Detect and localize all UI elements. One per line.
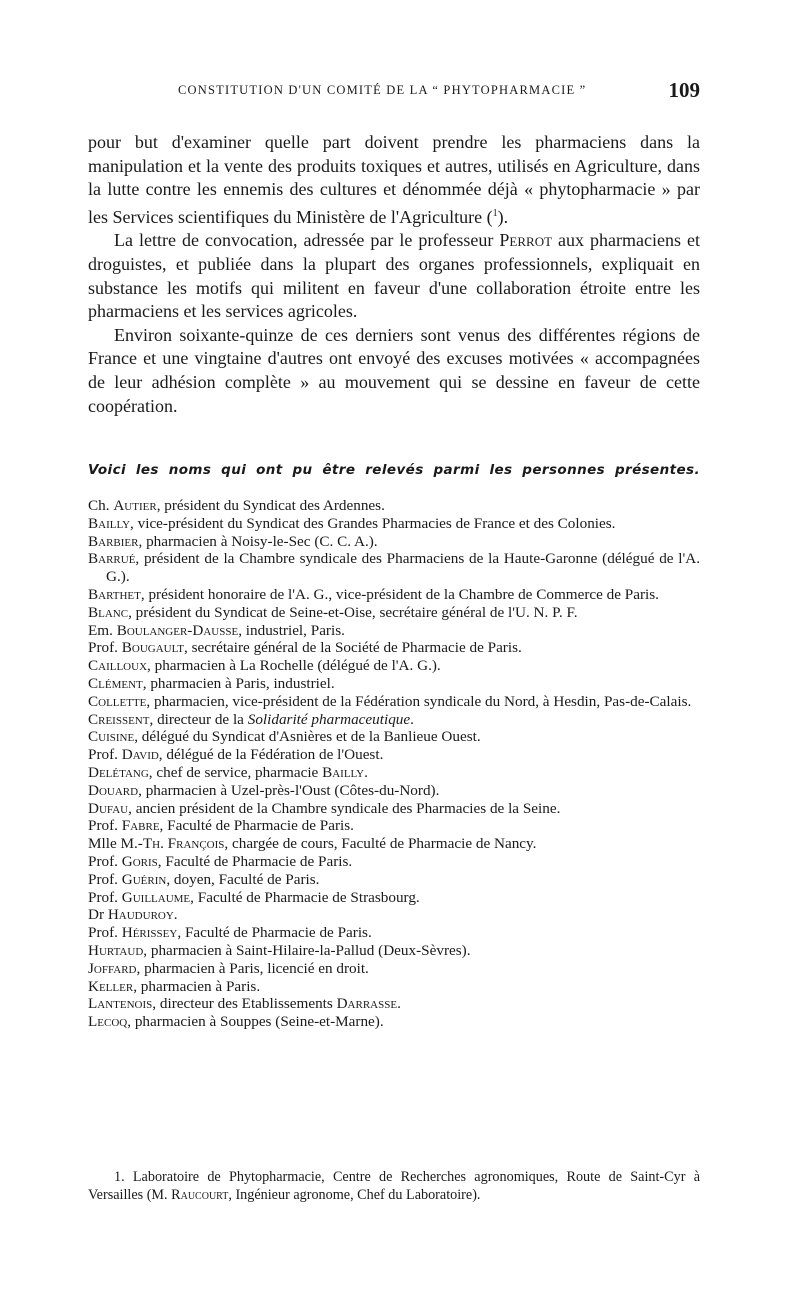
attendee-description: , pharmacien à Paris. bbox=[133, 977, 261, 995]
attendee-entry bbox=[88, 675, 700, 693]
attendee-name: Goris bbox=[121, 852, 158, 870]
attendee-name: Barthet bbox=[88, 585, 141, 603]
page-number: 109 bbox=[668, 78, 700, 102]
attendee-description-end: . bbox=[364, 763, 368, 781]
attendee-description: , secrétaire général de la Société de Pharmacie de Paris. bbox=[184, 639, 522, 657]
attendee-name: Boulanger-Dausse bbox=[116, 621, 239, 639]
attendee-name: Bailly bbox=[88, 514, 131, 532]
attendee-title: Dr bbox=[88, 906, 108, 924]
attendee-name: Autier bbox=[113, 497, 157, 514]
attendee-description: , Faculté de Pharmacie de Paris. bbox=[159, 817, 354, 835]
attendee-name: Guérin bbox=[121, 870, 167, 888]
attendee-entry bbox=[88, 817, 700, 835]
attendee-entry bbox=[88, 871, 700, 889]
attendee-name: Blanc bbox=[88, 603, 129, 621]
attendee-description: , doyen, Faculté de Paris. bbox=[166, 870, 320, 888]
attendee-entry bbox=[88, 978, 700, 996]
attendee-description: , pharmacien à Uzel-près-l'Oust (Côtes-du-Nord). bbox=[138, 781, 440, 799]
attendee-entry bbox=[88, 782, 700, 800]
attendee-description-end: . bbox=[410, 710, 414, 728]
attendee-description: , pharmacien, vice-président de la Fédération syndicale du Nord, à Hesdin, Pas-de-Calais. bbox=[146, 692, 692, 710]
attendee-entry bbox=[88, 550, 700, 586]
attendee-title: Prof. bbox=[88, 746, 122, 764]
attendee-title: Prof. bbox=[88, 817, 122, 835]
attendee-reference-name: Darrasse bbox=[336, 995, 398, 1013]
attendee-entry bbox=[88, 497, 700, 515]
attendees-list bbox=[88, 497, 700, 1031]
page-header bbox=[88, 78, 700, 104]
attendee-entry bbox=[88, 853, 700, 871]
attendee-entry bbox=[88, 746, 700, 764]
attendee-description: , Faculté de Pharmacie de Paris. bbox=[177, 924, 372, 942]
attendee-description: , président du Syndicat de Seine-et-Oise, secrétaire général de l'U. N. P. F. bbox=[128, 603, 578, 621]
attendee-name: Clément bbox=[88, 674, 143, 692]
attendee-entry bbox=[88, 604, 700, 622]
attendee-description: , vice-président du Syndicat des Grandes Pharmacies de France et des Colonies. bbox=[130, 514, 616, 532]
attendee-entry bbox=[88, 924, 700, 942]
attendee-name: Cuisine bbox=[88, 728, 135, 746]
person-name: Raucourt bbox=[171, 1187, 229, 1203]
attendee-description: , chef de service, pharmacie bbox=[148, 763, 323, 781]
attendees-heading: Voici les noms qui ont pu être relevés parmi les personnes présentes. bbox=[88, 462, 700, 478]
attendee-name: Guillaume bbox=[121, 888, 191, 906]
attendee-name: Bougault bbox=[121, 639, 185, 657]
attendee-entry bbox=[88, 728, 700, 746]
attendee-title: Prof. bbox=[88, 888, 122, 906]
attendee-description: , ancien président de la Chambre syndicale des Pharmacies de la Seine. bbox=[128, 799, 561, 817]
attendee-entry bbox=[88, 711, 700, 729]
attendee-description: , pharmacien à Paris, industriel. bbox=[142, 674, 335, 692]
paragraph-3: Environ soixante-quinze de ces derniers sont venus des différentes régions de France et une vingtaine d'autres ont envoyé des excuses motivées « accompagnées de leur adhésion complète » au mouvement qui se dessine en faveur de cette coopération. bbox=[88, 324, 700, 416]
attendee-description: , directeur de la bbox=[149, 710, 248, 728]
attendee-name: Fabre bbox=[121, 817, 160, 835]
attendee-name: Hauduroy bbox=[107, 906, 174, 924]
attendee-entry bbox=[88, 906, 700, 924]
attendee-entry bbox=[88, 1013, 700, 1031]
attendee-name: Barrué bbox=[88, 550, 136, 568]
attendee-name: Joffard bbox=[88, 959, 137, 977]
attendee-entry bbox=[88, 764, 700, 782]
attendee-description: , délégué de la Fédération de l'Ouest. bbox=[158, 746, 384, 764]
attendee-entry bbox=[88, 586, 700, 604]
footnote: 1. Laboratoire de Phytopharmacie, Centre de Recherches agronomiques, Route de Saint-Cyr à Versailles (M. Raucourt, Ingénieur agronome, Chef du Laboratoire). bbox=[88, 1169, 700, 1203]
attendee-title: Prof. bbox=[88, 924, 122, 942]
footnote-ref[interactable]: 1 bbox=[492, 207, 498, 219]
attendee-title: Prof. bbox=[88, 852, 122, 870]
attendee-entry bbox=[88, 960, 700, 978]
attendee-description: , délégué du Syndicat d'Asnières et de la Banlieue Ouest. bbox=[134, 728, 481, 746]
attendee-description: , pharmacien à Paris, licencié en droit. bbox=[136, 959, 369, 977]
attendee-name: David bbox=[121, 746, 159, 764]
attendee-description: , président du Syndicat des Ardennes. bbox=[156, 497, 385, 514]
attendee-description: , pharmacien à Noisy-le-Sec (C. C. A.). bbox=[138, 532, 378, 550]
attendee-name: Hérissey bbox=[121, 924, 178, 942]
attendee-description: . bbox=[173, 906, 178, 924]
attendee-entry bbox=[88, 515, 700, 533]
attendee-name: Cailloux bbox=[88, 657, 148, 675]
attendee-description: , président de la Chambre syndicale des Pharmaciens de la Haute-Garonne (délégué de l'A. G.). bbox=[106, 550, 700, 586]
attendee-description: , pharmacien à La Rochelle (délégué de l'A. G.). bbox=[147, 657, 441, 675]
attendee-entry bbox=[88, 800, 700, 818]
attendee-description: , Faculté de Pharmacie de Strasbourg. bbox=[190, 888, 420, 906]
attendee-title: Ch. bbox=[88, 497, 114, 514]
attendee-entry bbox=[88, 657, 700, 675]
attendee-entry bbox=[88, 622, 700, 640]
attendee-entry bbox=[88, 533, 700, 551]
attendee-name: Lantenois bbox=[88, 995, 153, 1013]
attendee-entry bbox=[88, 693, 700, 711]
attendee-entry bbox=[88, 942, 700, 960]
person-name: Perrot bbox=[499, 230, 553, 251]
publication-title: Solidarité pharmaceutique bbox=[247, 710, 411, 728]
attendee-entry bbox=[88, 995, 700, 1013]
paragraph-2: La lettre de convocation, adressée par le professeur Perrot aux pharmaciens et droguistes, et publiée dans la plupart des organes professionnels, expliquait en substance les motifs qui militent en faveur d'une collaboration étroite entre les pharmaciens et les services agricoles. bbox=[88, 230, 700, 322]
attendee-description: , pharmacien à Souppes (Seine-et-Marne). bbox=[127, 1013, 384, 1031]
attendee-description: , président honoraire de l'A. G., vice-président de la Chambre de Commerce de Paris. bbox=[140, 585, 659, 603]
attendee-name: Dufau bbox=[88, 799, 129, 817]
running-title: CONSTITUTION D'UN COMITÉ DE LA “ PHYTOPHARMACIE ” bbox=[178, 83, 587, 97]
attendee-description: , directeur des Etablissements bbox=[152, 995, 337, 1013]
attendee-name: Douard bbox=[88, 781, 139, 799]
attendee-entry bbox=[88, 835, 700, 853]
attendee-name: Creissent bbox=[88, 710, 150, 728]
attendee-name: Collette bbox=[88, 692, 147, 710]
attendee-entry bbox=[88, 889, 700, 907]
attendee-description: , Faculté de Pharmacie de Paris. bbox=[157, 852, 353, 870]
paragraph-1: pour but d'examiner quelle part doivent prendre les pharmaciens dans la manipulation et la vente des produits toxiques et autres, utilisés en Agriculture, dans la lutte contre les ennemis des cultures et dénommée déjà « phytopharmacie » par les Services scientifiques du Ministère de l'Agriculture ($^1$). bbox=[88, 132, 700, 227]
attendee-description: , industriel, Paris. bbox=[238, 621, 345, 639]
attendee-description: , pharmacien à Saint-Hilaire-la-Pallud (Deux-Sèvres). bbox=[143, 941, 471, 959]
attendee-reference-name: Bailly bbox=[322, 763, 365, 781]
attendee-entry bbox=[88, 639, 700, 657]
attendee-title: Em. bbox=[88, 621, 117, 639]
main-text bbox=[88, 131, 700, 418]
attendee-name: Delétang bbox=[88, 763, 149, 781]
attendee-name: Barbier bbox=[88, 532, 139, 550]
attendee-description-end: . bbox=[397, 995, 401, 1013]
attendee-name: Lecoq bbox=[88, 1013, 128, 1031]
attendee-title: Prof. bbox=[88, 870, 122, 888]
attendee-name: Hurtaud bbox=[88, 941, 144, 959]
attendee-title: Prof. bbox=[88, 639, 122, 657]
attendee-title: Mlle bbox=[88, 835, 121, 853]
attendee-description: , chargée de cours, Faculté de Pharmacie de Nancy. bbox=[224, 835, 537, 853]
attendee-name: M.-Th. François bbox=[120, 835, 225, 853]
attendee-name: Keller bbox=[88, 977, 134, 995]
